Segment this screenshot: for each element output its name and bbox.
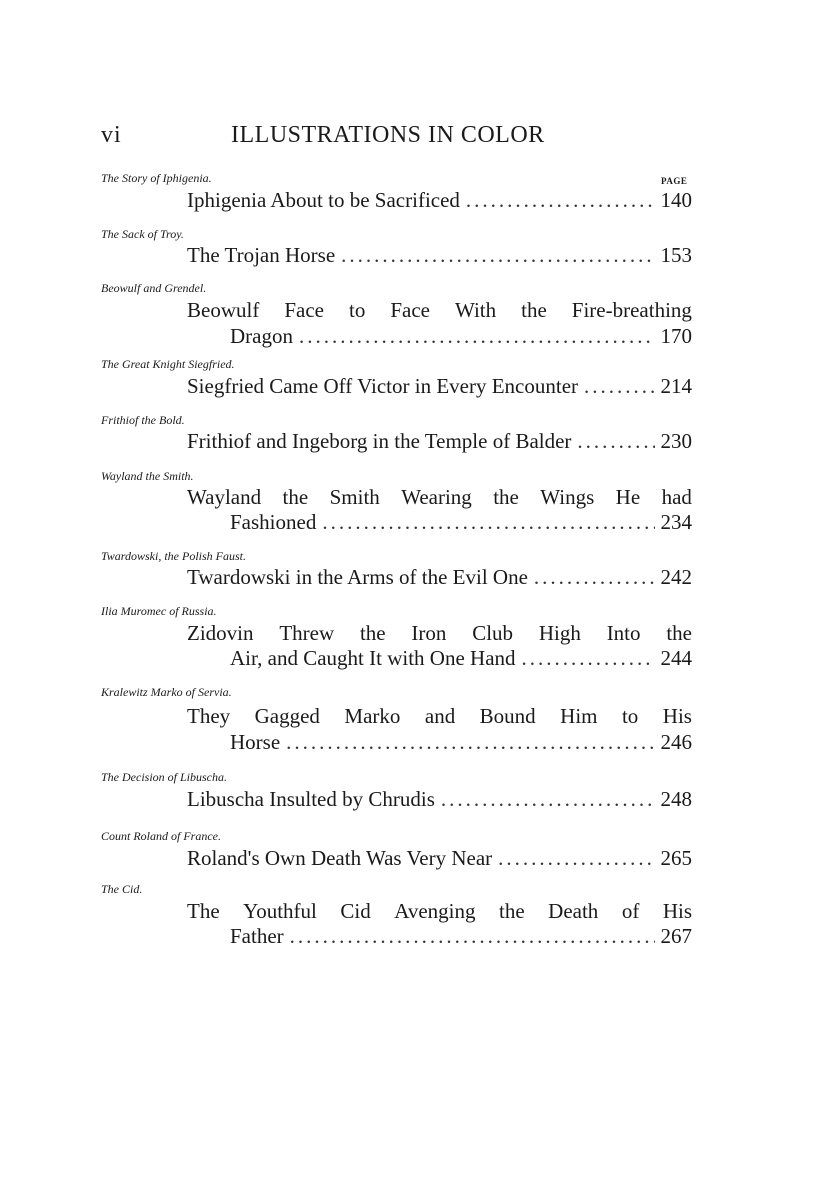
entry-line-first xyxy=(187,485,692,510)
entry-title-word: Marko xyxy=(344,704,401,728)
entry-title-word: Gagged xyxy=(254,704,320,728)
dot-leader xyxy=(322,510,654,535)
entry-category: The Cid. xyxy=(101,882,143,896)
entry-title-word: Iron xyxy=(411,621,447,645)
entry-line-first xyxy=(187,899,692,924)
entry-page: 214 xyxy=(660,374,692,398)
entry-title: The Trojan Horse xyxy=(187,243,336,267)
entry-category: Wayland the Smith. xyxy=(101,469,194,483)
entry-title-word: the xyxy=(359,621,386,645)
entry-line xyxy=(187,374,692,399)
entry-title-word: He xyxy=(615,485,641,509)
entry-title-word: the xyxy=(282,485,309,509)
page-title: ILLUSTRATIONS IN COLOR xyxy=(231,122,545,148)
entry-title-word: Avenging xyxy=(394,899,476,923)
entry-category: The Decision of Libuscha. xyxy=(101,770,227,784)
entry-category: Count Roland of France. xyxy=(101,829,221,843)
entry-title-word: The xyxy=(187,899,220,923)
entry-title-word: to xyxy=(621,704,639,728)
entry-title-word: Into xyxy=(606,621,641,645)
entry-title-word: Him xyxy=(560,704,598,728)
entry-category: The Great Knight Siegfried. xyxy=(101,357,235,371)
entry-title-word: of xyxy=(621,899,640,923)
entry-title-word: the xyxy=(666,621,692,645)
entry-category: The Story of Iphigenia. xyxy=(101,171,212,185)
entry-page: 248 xyxy=(660,787,692,811)
entry-title: Roland's Own Death Was Very Near xyxy=(187,846,493,870)
entry-title-word: Wearing xyxy=(401,485,472,509)
entry-page: 230 xyxy=(660,429,692,453)
entry-title: Dragon xyxy=(230,324,293,348)
entry-line xyxy=(230,730,692,755)
entry-title-word: Threw xyxy=(279,621,335,645)
entry-title: Frithiof and Ingeborg in the Temple of Balder xyxy=(187,429,572,453)
entry-line xyxy=(230,324,692,349)
entry-title-word: High xyxy=(538,621,581,645)
entry-page: 265 xyxy=(660,846,692,870)
dot-leader xyxy=(466,188,655,213)
entry-title-word: His xyxy=(662,704,692,728)
entry-category: The Sack of Troy. xyxy=(101,227,184,241)
entry-page: 170 xyxy=(660,324,692,348)
entry-line xyxy=(187,243,692,268)
entry-title-word: the xyxy=(493,485,519,509)
entry-title-word: and xyxy=(424,704,456,728)
entry-category: Frithiof the Bold. xyxy=(101,413,185,427)
entry-category: Kralewitz Marko of Servia. xyxy=(101,685,232,699)
entry-line xyxy=(230,924,692,949)
dot-leader xyxy=(290,924,655,949)
entry-title: Siegfried Came Off Victor in Every Encounter xyxy=(187,374,579,398)
dot-leader xyxy=(441,787,655,812)
entry-title-word: His xyxy=(662,899,692,923)
entry-title: Fashioned xyxy=(230,510,317,534)
entry-page: 267 xyxy=(660,924,692,948)
entry-title-word: Beowulf xyxy=(187,298,260,322)
entry-line-first xyxy=(187,704,692,729)
entry-title-word: Fire-breathing xyxy=(571,298,692,322)
entry-line-first xyxy=(187,298,692,323)
entry-title-word: Smith xyxy=(329,485,380,509)
entry-title-word: With xyxy=(454,298,497,322)
entry-title: Twardowski in the Arms of the Evil One xyxy=(187,565,528,589)
entry-page: 140 xyxy=(660,188,692,212)
entry-line xyxy=(187,565,692,590)
entry-title: Father xyxy=(230,924,284,948)
entry-category: Beowulf and Grendel. xyxy=(101,281,207,295)
entry-title-word: Zidovin xyxy=(187,621,254,645)
entry-category: Ilia Muromec of Russia. xyxy=(101,604,217,618)
entry-line xyxy=(187,429,692,454)
entry-title: Libuscha Insulted by Chrudis xyxy=(187,787,435,811)
dot-leader xyxy=(522,646,655,671)
entry-line-first xyxy=(187,621,692,646)
entry-title-word: had xyxy=(661,485,692,509)
entry-category: Twardowski, the Polish Faust. xyxy=(101,549,247,563)
entry-title: Iphigenia About to be Sacrificed xyxy=(187,188,460,212)
entry-line xyxy=(187,846,692,871)
entry-page: 242 xyxy=(660,565,692,589)
dot-leader xyxy=(534,565,655,590)
entry-title-word: to xyxy=(348,298,366,322)
page-number: vi xyxy=(101,122,122,148)
entry-title-word: Wayland xyxy=(187,485,262,509)
entry-title-word: Club xyxy=(472,621,514,645)
entry-title-word: Face xyxy=(284,298,324,322)
dot-leader xyxy=(341,243,654,268)
entry-page: 153 xyxy=(660,243,692,267)
entry-title-word: Cid xyxy=(340,899,371,923)
entry-title-word: Wings xyxy=(540,485,595,509)
entry-line xyxy=(230,646,692,671)
dot-leader xyxy=(584,374,654,399)
entry-page: 234 xyxy=(660,510,692,534)
entry-title-word: Death xyxy=(548,899,599,923)
dot-leader xyxy=(498,846,654,871)
entry-page: 246 xyxy=(660,730,692,754)
dot-leader xyxy=(577,429,654,454)
entry-title-word: They xyxy=(187,704,231,728)
entry-title: Air, and Caught It with One Hand xyxy=(230,646,516,670)
entry-title-word: the xyxy=(499,899,525,923)
entry-line xyxy=(230,510,692,535)
entry-title-word: Youthful xyxy=(243,899,317,923)
entry-page: 244 xyxy=(660,646,692,670)
entry-title-word: Face xyxy=(390,298,430,322)
page-column-label: PAGE xyxy=(661,176,688,186)
dot-leader xyxy=(286,730,654,755)
entry-line xyxy=(187,787,692,812)
entry-line xyxy=(187,188,692,213)
entry-title: Horse xyxy=(230,730,281,754)
dot-leader xyxy=(299,324,655,349)
entry-title-word: the xyxy=(521,298,547,322)
entry-title-word: Bound xyxy=(479,704,536,728)
